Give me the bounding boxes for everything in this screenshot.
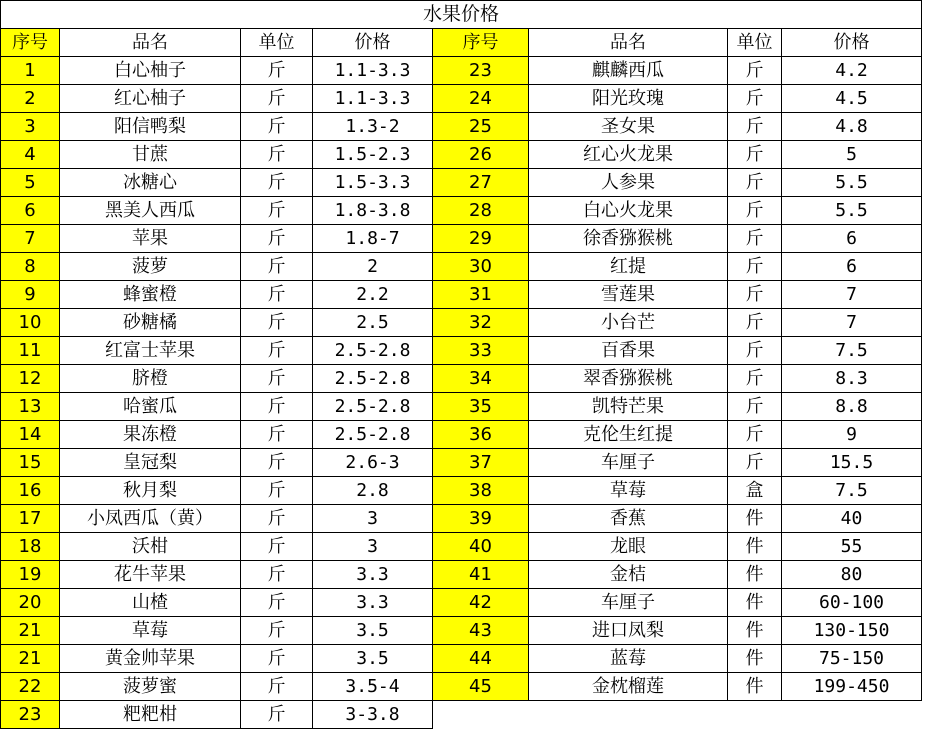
table-row (1, 253, 922, 281)
price-cell[interactable]: 3.3 (313, 561, 433, 589)
row-number-cell[interactable]: 38 (433, 477, 529, 505)
price-cell[interactable]: 8.8 (782, 393, 922, 421)
unit-cell[interactable]: 斤 (728, 337, 782, 365)
table-row (1, 113, 922, 141)
row-number-cell[interactable]: 17 (1, 505, 60, 533)
unit-cell[interactable]: 斤 (241, 57, 313, 85)
fruit-name-cell[interactable]: 小凤西瓜（黄） (60, 505, 241, 533)
table-row (1, 533, 922, 561)
fruit-name-cell[interactable]: 百香果 (529, 337, 728, 365)
fruit-name-cell[interactable]: 阳光玫瑰 (529, 85, 728, 113)
row-number-cell[interactable]: 28 (433, 197, 529, 225)
fruit-name-cell[interactable]: 龙眼 (529, 533, 728, 561)
unit-cell[interactable]: 斤 (241, 421, 313, 449)
unit-cell[interactable]: 件 (728, 561, 782, 589)
price-cell[interactable]: 3.5 (313, 617, 433, 645)
unit-cell[interactable]: 斤 (728, 449, 782, 477)
unit-cell[interactable]: 斤 (241, 505, 313, 533)
fruit-name-cell[interactable]: 甘蔗 (60, 141, 241, 169)
fruit-name-cell[interactable]: 金枕榴莲 (529, 673, 728, 701)
price-cell[interactable]: 80 (782, 561, 922, 589)
row-number-cell[interactable]: 23 (433, 57, 529, 85)
unit-cell[interactable]: 斤 (728, 393, 782, 421)
row-number-cell[interactable]: 22 (1, 673, 60, 701)
unit-cell[interactable]: 斤 (241, 645, 313, 673)
unit-cell[interactable]: 斤 (241, 617, 313, 645)
row-number-cell[interactable]: 39 (433, 505, 529, 533)
unit-cell[interactable]: 斤 (241, 309, 313, 337)
fruit-name-cell[interactable]: 冰糖心 (60, 169, 241, 197)
unit-cell[interactable]: 斤 (728, 85, 782, 113)
price-cell[interactable]: 1.1-3.3 (313, 57, 433, 85)
unit-cell[interactable]: 斤 (728, 281, 782, 309)
price-cell[interactable]: 60-100 (782, 589, 922, 617)
price-cell[interactable]: 7 (782, 309, 922, 337)
unit-cell[interactable]: 斤 (728, 421, 782, 449)
table-row (1, 337, 922, 365)
header-name-left[interactable]: 品名 (60, 29, 241, 57)
price-cell[interactable]: 1.8-7 (313, 225, 433, 253)
fruit-name-cell[interactable]: 凯特芒果 (529, 393, 728, 421)
unit-cell[interactable]: 件 (728, 645, 782, 673)
fruit-name-cell[interactable]: 车厘子 (529, 589, 728, 617)
price-cell[interactable]: 1.3-2 (313, 113, 433, 141)
price-cell[interactable]: 1.5-3.3 (313, 169, 433, 197)
price-cell[interactable]: 3.5-4 (313, 673, 433, 701)
price-cell[interactable]: 2.2 (313, 281, 433, 309)
price-cell[interactable]: 7 (782, 281, 922, 309)
table-row (1, 645, 922, 673)
unit-cell[interactable]: 斤 (241, 365, 313, 393)
table-row (1, 85, 922, 113)
fruit-name-cell[interactable]: 雪莲果 (529, 281, 728, 309)
unit-cell[interactable]: 斤 (241, 113, 313, 141)
price-cell[interactable]: 8.3 (782, 365, 922, 393)
header-row (1, 29, 922, 57)
row-number-cell[interactable]: 18 (1, 533, 60, 561)
unit-cell[interactable]: 斤 (241, 561, 313, 589)
table-row (1, 365, 922, 393)
row-number-cell[interactable]: 4 (1, 141, 60, 169)
row-number-cell[interactable]: 26 (433, 141, 529, 169)
unit-cell[interactable]: 斤 (728, 253, 782, 281)
price-cell[interactable]: 3.3 (313, 589, 433, 617)
row-number-cell[interactable]: 20 (1, 589, 60, 617)
price-cell[interactable]: 7.5 (782, 337, 922, 365)
row-number-cell[interactable]: 16 (1, 477, 60, 505)
table-row (1, 57, 922, 85)
price-cell[interactable]: 1.5-2.3 (313, 141, 433, 169)
row-number-cell[interactable]: 29 (433, 225, 529, 253)
fruit-name-cell[interactable]: 徐香猕猴桃 (529, 225, 728, 253)
price-cell[interactable]: 1.1-3.3 (313, 85, 433, 113)
fruit-name-cell[interactable]: 草莓 (60, 617, 241, 645)
row-number-cell[interactable]: 25 (433, 113, 529, 141)
price-cell[interactable]: 130-150 (782, 617, 922, 645)
unit-cell[interactable]: 斤 (241, 533, 313, 561)
table-row (1, 561, 922, 589)
price-cell[interactable]: 5.5 (782, 169, 922, 197)
price-cell[interactable]: 2.8 (313, 477, 433, 505)
fruit-name-cell[interactable]: 秋月梨 (60, 477, 241, 505)
unit-cell[interactable]: 斤 (241, 141, 313, 169)
price-cell[interactable]: 3 (313, 533, 433, 561)
fruit-name-cell[interactable]: 黄金帅苹果 (60, 645, 241, 673)
unit-cell[interactable]: 盒 (728, 477, 782, 505)
row-number-cell[interactable]: 45 (433, 673, 529, 701)
unit-cell[interactable]: 斤 (241, 281, 313, 309)
table-row (1, 673, 922, 701)
header-unit-left[interactable]: 单位 (241, 29, 313, 57)
price-cell[interactable]: 4.8 (782, 113, 922, 141)
row-number-cell[interactable]: 37 (433, 449, 529, 477)
price-cell[interactable]: 199-450 (782, 673, 922, 701)
fruit-name-cell[interactable]: 翠香猕猴桃 (529, 365, 728, 393)
row-number-cell[interactable]: 34 (433, 365, 529, 393)
price-cell[interactable]: 55 (782, 533, 922, 561)
header-price-right[interactable]: 价格 (782, 29, 922, 57)
fruit-name-cell[interactable]: 金桔 (529, 561, 728, 589)
fruit-name-cell[interactable]: 红富士苹果 (60, 337, 241, 365)
row-number-cell[interactable]: 10 (1, 309, 60, 337)
fruit-name-cell[interactable]: 花牛苹果 (60, 561, 241, 589)
row-number-cell[interactable]: 23 (1, 701, 60, 729)
row-number-cell[interactable]: 32 (433, 309, 529, 337)
fruit-name-cell[interactable]: 哈蜜瓜 (60, 393, 241, 421)
unit-cell[interactable]: 斤 (728, 309, 782, 337)
price-cell[interactable]: 2.5-2.8 (313, 337, 433, 365)
unit-cell[interactable]: 斤 (728, 141, 782, 169)
header-no-right[interactable]: 序号 (433, 29, 529, 57)
fruit-name-cell[interactable]: 圣女果 (529, 113, 728, 141)
row-number-cell[interactable]: 7 (1, 225, 60, 253)
price-cell[interactable]: 40 (782, 505, 922, 533)
table-row (1, 281, 922, 309)
table-row (1, 477, 922, 505)
price-cell[interactable]: 5.5 (782, 197, 922, 225)
price-cell[interactable]: 3-3.8 (313, 701, 433, 729)
fruit-name-cell[interactable]: 麒麟西瓜 (529, 57, 728, 85)
table-row (1, 589, 922, 617)
row-number-cell[interactable]: 3 (1, 113, 60, 141)
row-number-cell[interactable]: 44 (433, 645, 529, 673)
unit-cell[interactable]: 件 (728, 533, 782, 561)
price-cell[interactable]: 15.5 (782, 449, 922, 477)
fruit-name-cell[interactable]: 脐橙 (60, 365, 241, 393)
table-row (1, 421, 922, 449)
unit-cell[interactable]: 斤 (241, 589, 313, 617)
unit-cell[interactable]: 斤 (728, 225, 782, 253)
price-cell[interactable]: 9 (782, 421, 922, 449)
row-number-cell[interactable]: 40 (433, 533, 529, 561)
unit-cell[interactable]: 件 (728, 617, 782, 645)
table-row (1, 197, 922, 225)
fruit-name-cell[interactable]: 白心火龙果 (529, 197, 728, 225)
unit-cell[interactable]: 斤 (241, 85, 313, 113)
row-number-cell[interactable]: 15 (1, 449, 60, 477)
row-number-cell[interactable]: 31 (433, 281, 529, 309)
row-number-cell[interactable]: 35 (433, 393, 529, 421)
fruit-name-cell[interactable]: 红提 (529, 253, 728, 281)
unit-cell[interactable]: 斤 (241, 169, 313, 197)
unit-cell[interactable]: 斤 (241, 701, 313, 729)
price-cell[interactable]: 5 (782, 141, 922, 169)
price-cell[interactable]: 75-150 (782, 645, 922, 673)
row-number-cell[interactable]: 42 (433, 589, 529, 617)
fruit-name-cell[interactable]: 车厘子 (529, 449, 728, 477)
fruit-name-cell[interactable]: 砂糖橘 (60, 309, 241, 337)
fruit-name-cell[interactable]: 草莓 (529, 477, 728, 505)
table-row (1, 225, 922, 253)
row-number-cell[interactable]: 13 (1, 393, 60, 421)
empty-area (433, 701, 922, 729)
table-title[interactable]: 水果价格 (1, 1, 922, 29)
fruit-name-cell[interactable]: 红心柚子 (60, 85, 241, 113)
fruit-name-cell[interactable]: 香蕉 (529, 505, 728, 533)
price-cell[interactable]: 2 (313, 253, 433, 281)
fruit-name-cell[interactable]: 人参果 (529, 169, 728, 197)
fruit-name-cell[interactable]: 阳信鸭梨 (60, 113, 241, 141)
fruit-name-cell[interactable]: 白心柚子 (60, 57, 241, 85)
table-row (1, 141, 922, 169)
unit-cell[interactable]: 斤 (241, 337, 313, 365)
price-cell[interactable]: 2.5 (313, 309, 433, 337)
unit-cell[interactable]: 斤 (241, 449, 313, 477)
table-row (1, 393, 922, 421)
fruit-name-cell[interactable]: 蓝莓 (529, 645, 728, 673)
fruit-name-cell[interactable]: 皇冠梨 (60, 449, 241, 477)
fruit-name-cell[interactable]: 菠萝 (60, 253, 241, 281)
fruit-name-cell[interactable]: 沃柑 (60, 533, 241, 561)
fruit-name-cell[interactable]: 克伦生红提 (529, 421, 728, 449)
fruit-name-cell[interactable]: 进口凤梨 (529, 617, 728, 645)
price-cell[interactable]: 2.5-2.8 (313, 393, 433, 421)
unit-cell[interactable]: 斤 (728, 113, 782, 141)
price-cell[interactable]: 6 (782, 253, 922, 281)
row-number-cell[interactable]: 43 (433, 617, 529, 645)
unit-cell[interactable]: 斤 (728, 197, 782, 225)
header-price-left[interactable]: 价格 (313, 29, 433, 57)
row-number-cell[interactable]: 6 (1, 197, 60, 225)
price-cell[interactable]: 2.5-2.8 (313, 365, 433, 393)
unit-cell[interactable]: 斤 (241, 477, 313, 505)
row-number-cell[interactable]: 19 (1, 561, 60, 589)
table-row (1, 309, 922, 337)
table-row (1, 169, 922, 197)
fruit-name-cell[interactable]: 小台芒 (529, 309, 728, 337)
row-number-cell[interactable]: 41 (433, 561, 529, 589)
header-name-right[interactable]: 品名 (529, 29, 728, 57)
unit-cell[interactable]: 件 (728, 673, 782, 701)
price-cell[interactable]: 4.2 (782, 57, 922, 85)
row-number-cell[interactable]: 11 (1, 337, 60, 365)
unit-cell[interactable]: 件 (728, 505, 782, 533)
price-cell[interactable]: 6 (782, 225, 922, 253)
row-number-cell[interactable]: 5 (1, 169, 60, 197)
row-number-cell[interactable]: 36 (433, 421, 529, 449)
fruit-name-cell[interactable]: 菠萝蜜 (60, 673, 241, 701)
unit-cell[interactable]: 斤 (241, 253, 313, 281)
price-cell[interactable]: 7.5 (782, 477, 922, 505)
fruit-name-cell[interactable]: 红心火龙果 (529, 141, 728, 169)
row-number-cell[interactable]: 8 (1, 253, 60, 281)
fruit-name-cell[interactable]: 山楂 (60, 589, 241, 617)
unit-cell[interactable]: 斤 (241, 673, 313, 701)
fruit-name-cell[interactable]: 蜂蜜橙 (60, 281, 241, 309)
price-cell[interactable]: 2.6-3 (313, 449, 433, 477)
table-row (1, 505, 922, 533)
price-cell[interactable]: 3 (313, 505, 433, 533)
row-number-cell[interactable]: 21 (1, 617, 60, 645)
row-number-cell[interactable]: 12 (1, 365, 60, 393)
row-number-cell[interactable]: 33 (433, 337, 529, 365)
unit-cell[interactable]: 斤 (241, 225, 313, 253)
fruit-name-cell[interactable]: 黑美人西瓜 (60, 197, 241, 225)
unit-cell[interactable]: 件 (728, 589, 782, 617)
fruit-name-cell[interactable]: 苹果 (60, 225, 241, 253)
row-number-cell[interactable]: 9 (1, 281, 60, 309)
unit-cell[interactable]: 斤 (728, 169, 782, 197)
price-cell[interactable]: 4.5 (782, 85, 922, 113)
unit-cell[interactable]: 斤 (241, 197, 313, 225)
row-number-cell[interactable]: 30 (433, 253, 529, 281)
unit-cell[interactable]: 斤 (728, 57, 782, 85)
row-number-cell[interactable]: 21 (1, 645, 60, 673)
price-cell[interactable]: 3.5 (313, 645, 433, 673)
row-number-cell[interactable]: 1 (1, 57, 60, 85)
row-number-cell[interactable]: 2 (1, 85, 60, 113)
row-number-cell[interactable]: 27 (433, 169, 529, 197)
table-row (1, 617, 922, 645)
table-row (1, 701, 922, 729)
table-row (1, 449, 922, 477)
row-number-cell[interactable]: 24 (433, 85, 529, 113)
header-no-left[interactable]: 序号 (1, 29, 60, 57)
unit-cell[interactable]: 斤 (728, 365, 782, 393)
unit-cell[interactable]: 斤 (241, 393, 313, 421)
price-cell[interactable]: 1.8-3.8 (313, 197, 433, 225)
price-cell[interactable]: 2.5-2.8 (313, 421, 433, 449)
row-number-cell[interactable]: 14 (1, 421, 60, 449)
fruit-name-cell[interactable]: 果冻橙 (60, 421, 241, 449)
header-unit-right[interactable]: 单位 (728, 29, 782, 57)
title-row (1, 1, 922, 29)
fruit-name-cell[interactable]: 粑粑柑 (60, 701, 241, 729)
